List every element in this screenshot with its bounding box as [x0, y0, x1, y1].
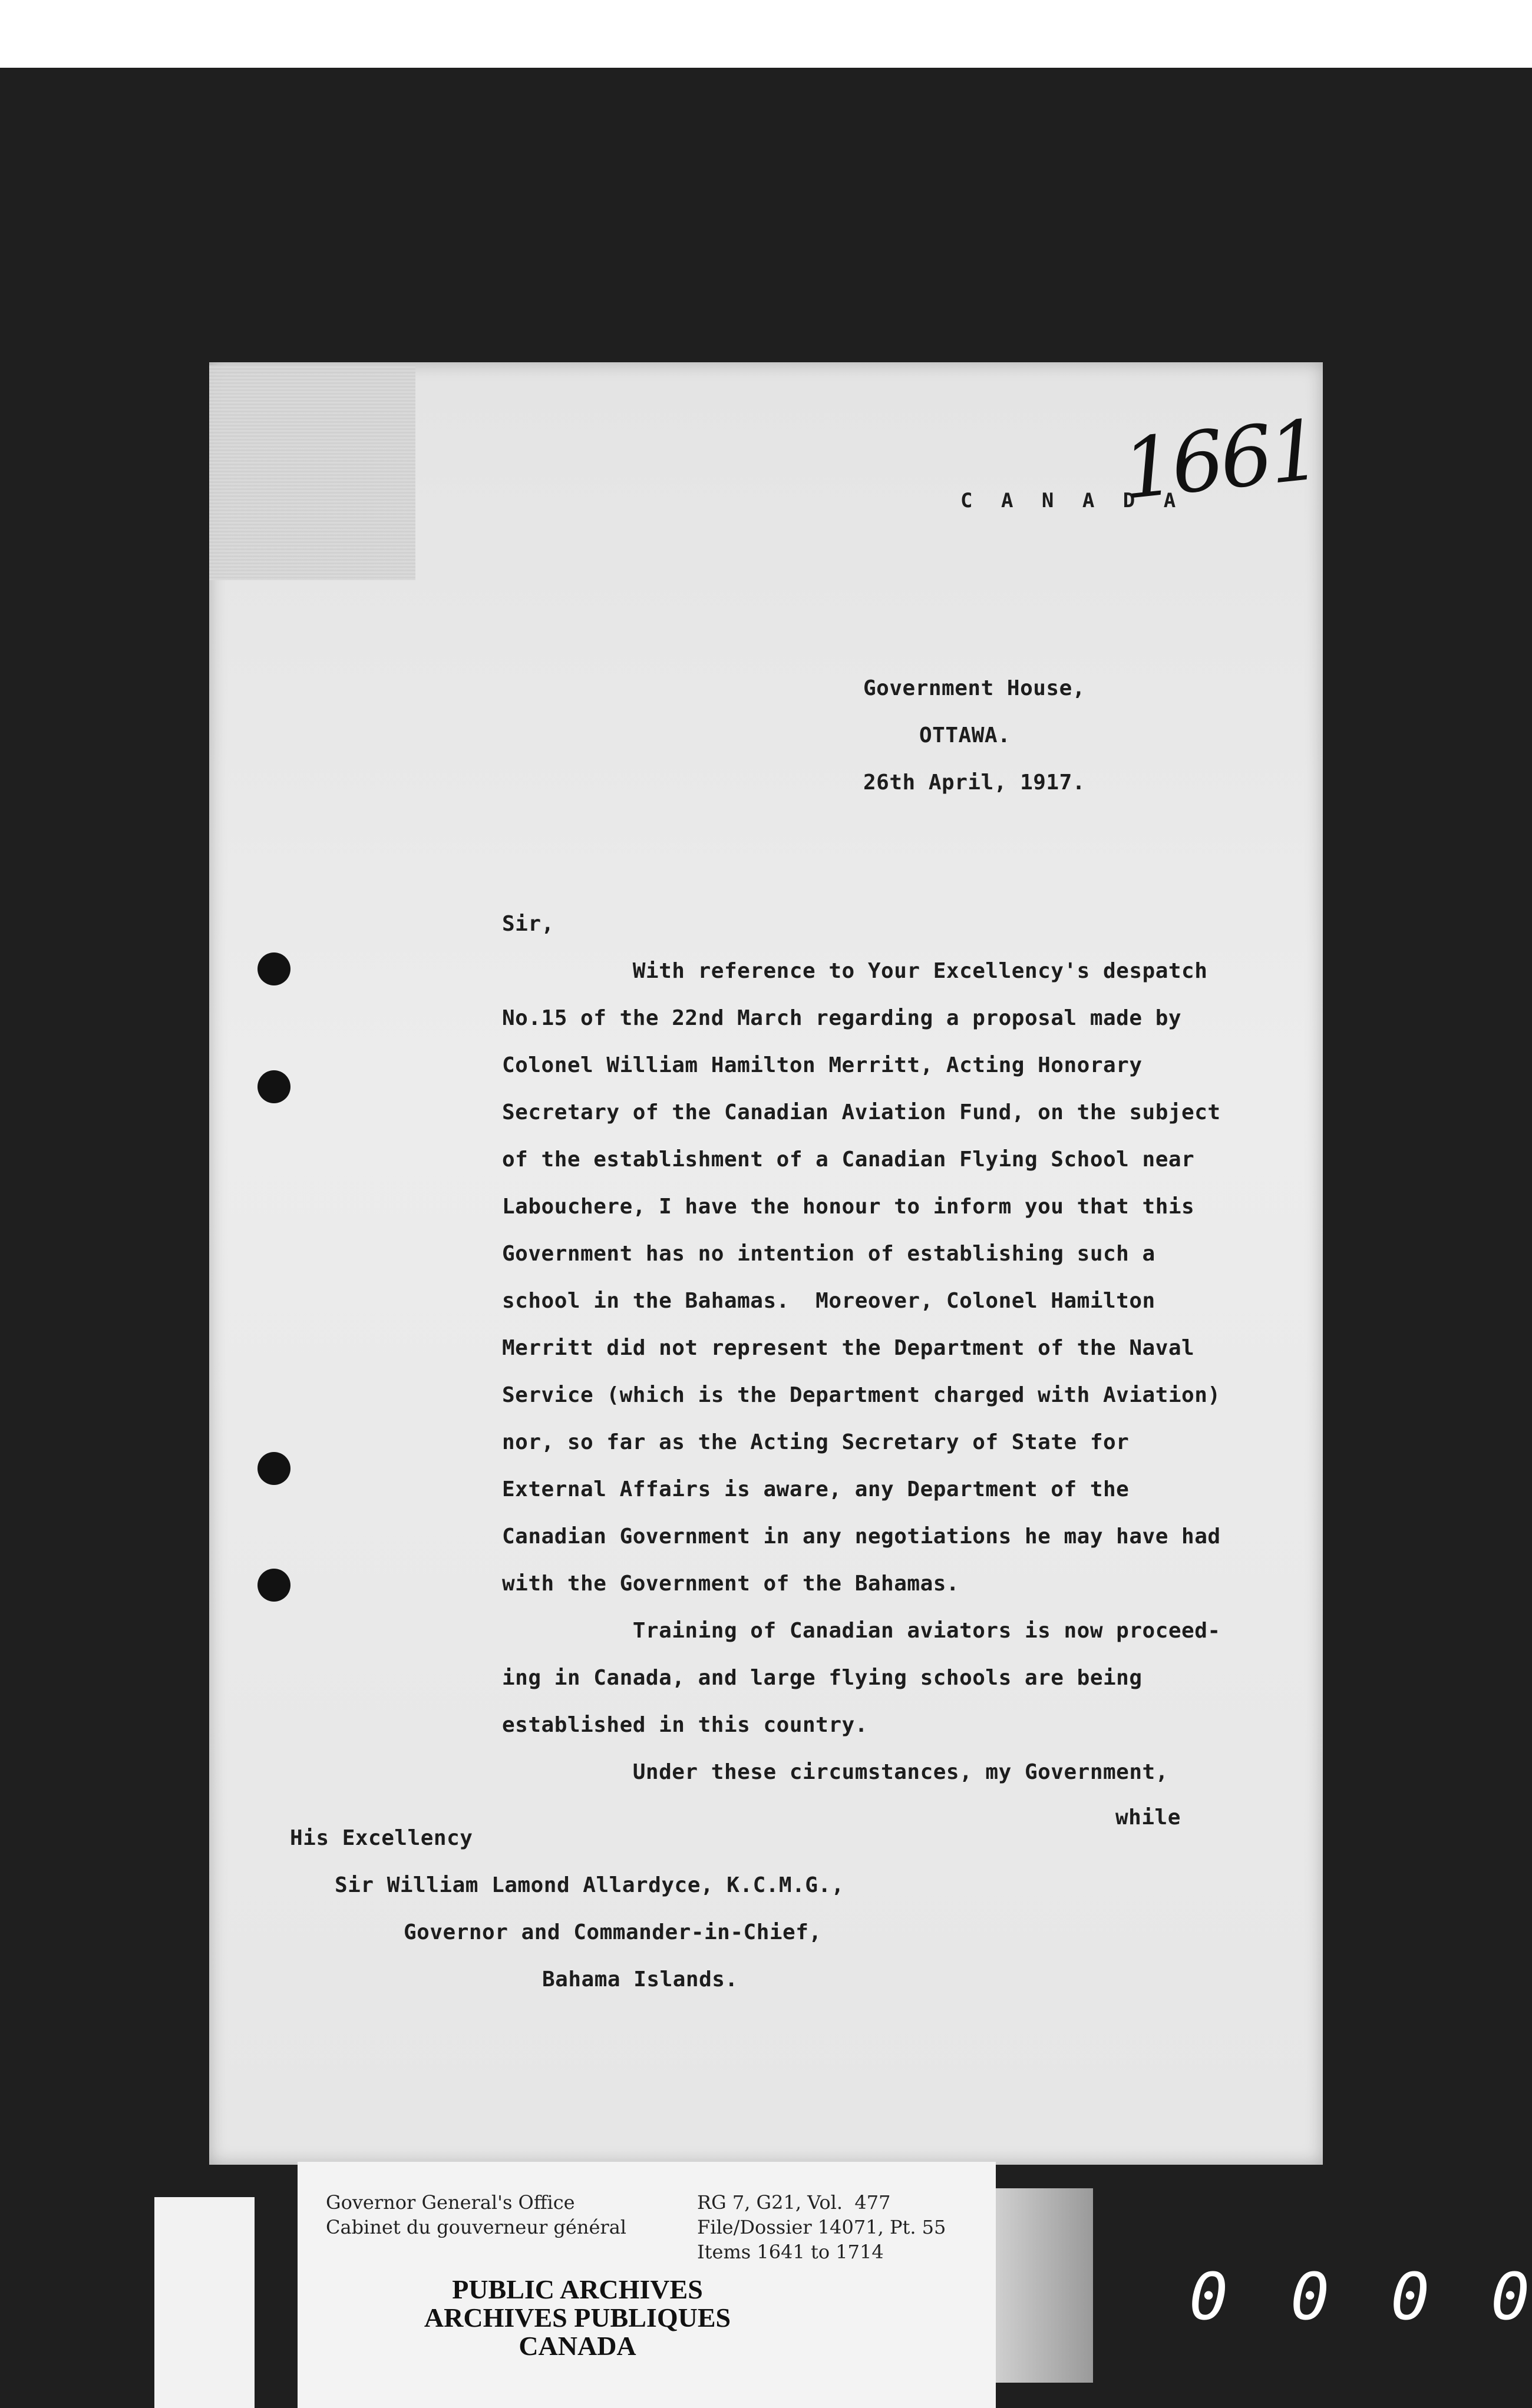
paper-texture-patch: [209, 365, 415, 580]
label-office-en: Governor General's Office: [326, 2191, 575, 2214]
punch-hole: [257, 1569, 290, 1602]
body-line: ing in Canada, and large flying schools are being: [502, 1666, 1143, 1690]
frame-counter-digit: 0: [1391, 2259, 1430, 2334]
punch-hole: [257, 952, 290, 985]
salutation: Sir,: [502, 912, 554, 936]
catchword: while: [1115, 1805, 1181, 1830]
recipient-line-2: Sir William Lamond Allardyce, K.C.M.G.,: [335, 1873, 844, 1897]
recipient-line-3: Governor and Commander-in-Chief,: [404, 1920, 822, 1944]
label-archives-en: PUBLIC ARCHIVES: [452, 2274, 703, 2304]
frame-counter-digit: 0: [1491, 2259, 1530, 2334]
label-archives-fr: ARCHIVES PUBLIQUES: [424, 2303, 731, 2333]
body-line: No.15 of the 22nd March regarding a proposal made by: [502, 1006, 1182, 1030]
label-office-fr: Cabinet du gouverneur général: [326, 2216, 626, 2238]
folio-number: 1661: [1118, 402, 1323, 518]
label-reference: RG 7, G21, Vol. 477: [697, 2191, 891, 2214]
letter-date: 26th April, 1917.: [863, 770, 1085, 795]
body-line: External Affairs is aware, any Department of the: [502, 1477, 1130, 1501]
address-line-2: OTTAWA.: [919, 723, 1011, 747]
body-line: Under these circumstances, my Government,: [502, 1760, 1168, 1784]
body-line: Government has no intention of establishing such a: [502, 1242, 1155, 1266]
punch-hole: [257, 1452, 290, 1485]
frame-counter-digit: 0: [1290, 2259, 1330, 2334]
body-line: with the Government of the Bahamas.: [502, 1572, 960, 1596]
body-line: Service (which is the Department charged with Aviation): [502, 1383, 1221, 1407]
recipient-line-4: Bahama Islands.: [542, 1967, 738, 1992]
body-line: Training of Canadian aviators is now proceed-: [502, 1619, 1221, 1643]
body-line: With reference to Your Excellency's despatch: [502, 959, 1208, 983]
archive-label-edge: [996, 2188, 1093, 2383]
recipient-line-1: His Excellency: [290, 1826, 473, 1850]
body-line: Secretary of the Canadian Aviation Fund, on the subject: [502, 1100, 1221, 1124]
body-line: of the establishment of a Canadian Flying School near: [502, 1147, 1195, 1172]
frame-counter-digit: 0: [1189, 2259, 1229, 2334]
body-line: school in the Bahamas. Moreover, Colonel Hamilton: [502, 1289, 1155, 1313]
body-line: Colonel William Hamilton Merritt, Acting Honorary: [502, 1053, 1143, 1077]
label-items: Items 1641 to 1714: [697, 2241, 884, 2263]
address-line-1: Government House,: [863, 676, 1085, 700]
punch-hole: [257, 1070, 290, 1103]
body-line: Canadian Government in any negotiations he may have had: [502, 1524, 1221, 1549]
body-line: Merritt did not represent the Department of the Naval: [502, 1336, 1195, 1360]
archive-label-tab: [154, 2197, 255, 2408]
label-archives-country: CANADA: [519, 2331, 636, 2361]
letterhead-country: C A N A D A: [960, 489, 1184, 512]
body-line: nor, so far as the Acting Secretary of State for: [502, 1430, 1130, 1454]
label-file: File/Dossier 14071, Pt. 55: [697, 2216, 946, 2238]
body-line: Labouchere, I have the honour to inform you that this: [502, 1195, 1195, 1219]
body-line: established in this country.: [502, 1713, 868, 1737]
